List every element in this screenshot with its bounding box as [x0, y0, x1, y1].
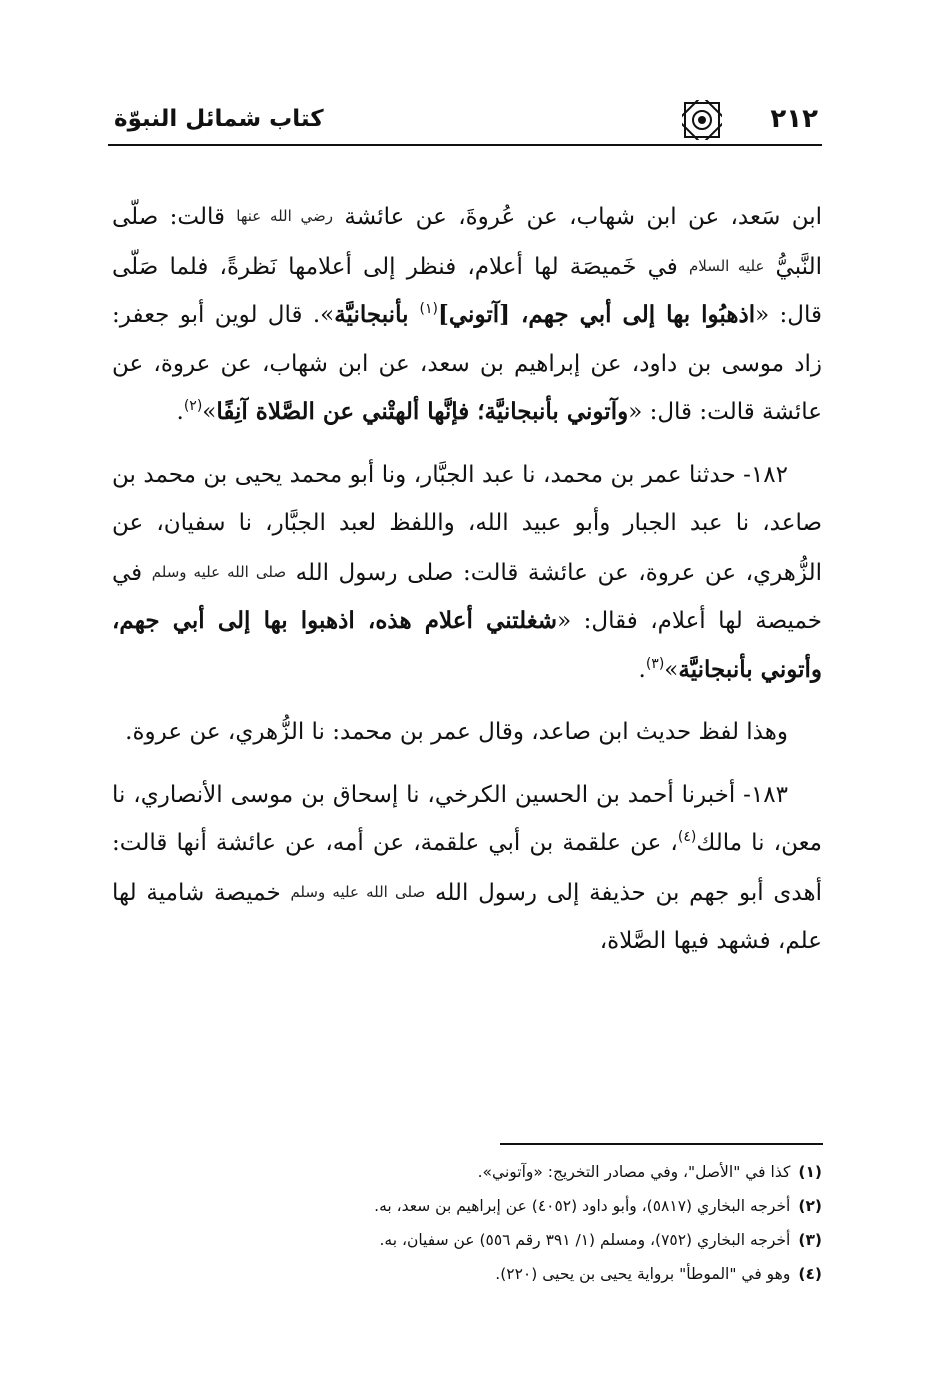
text-run: في خَميصَة لها أعلام، فنظر إلى أعلامها نَظرةً، فلما صَلّى قال: « — [112, 253, 822, 328]
footnote-item — [112, 1223, 822, 1257]
footnote-text: أخرجه البخاري (٥٨١٧)، وأبو داود (٤٠٥٢) عن إبراهيم بن سعد، به. — [374, 1197, 791, 1215]
page-header — [108, 96, 822, 150]
text-run: ». قال لوين أبو جعفر: زاد موسى بن داود، عن إبراهيم بن سعد، عن ابن شهاب، عن عروة، عن عائشة قالت: قال: « — [112, 302, 822, 425]
commentary-paragraph: وهذا لفظ حديث ابن صاعد، وقال عمر بن محمد: نا الزُّهري، عن عروة. — [125, 719, 788, 745]
text-run: ١٨٢- حدثنا عمر بن محمد، نا عبد الجبَّار، ونا أبو محمد يحيى بن محمد بن صاعد، نا عبد الجبار وأبو عبيد الله، واللفظ لعبد الجبَّار، نا سفيان، عن الزُّهري، عن عروة، عن عائشة قالت: صلى رسول الله — [112, 461, 823, 586]
text-run: ، عن علقمة بن أبي علقمة، عن أمه، عن عائشة أنها قالت: أهدى أبو جهم بن حذيفة إلى رسول الله — [112, 830, 823, 906]
text-run: . — [176, 399, 184, 425]
footnote-rule — [500, 1143, 823, 1145]
hadith-quote: وآتوني بأنبجانيَّة؛ فإنَّها ألهتْني عن الصَّلاة آنِفًا — [216, 398, 629, 425]
book-title: كتاب شمائل النبوّة — [114, 106, 324, 132]
footnote-ref: (٤) — [677, 829, 697, 845]
hadith-quote: بأنبجانيَّة — [334, 301, 420, 328]
footnote-ref: (٢) — [183, 398, 203, 414]
footnote-number: (٢) — [798, 1197, 822, 1215]
page-number: ٢١٢ — [770, 104, 818, 134]
footnote-item — [112, 1257, 822, 1291]
hadith-quote: شغلتني أعلام هذه، اذهبوا بها إلى أبي جهم، وأتوني بأنبجانيَّة — [112, 607, 822, 683]
paragraph-continuation — [112, 192, 822, 437]
honorific-glyph: رضي الله عنها — [236, 207, 334, 225]
header-rule — [108, 144, 822, 146]
text-run: ١٨٣- أخبرنا أحمد بن الحسين الكرخي، نا إسحاق بن موسى الأنصاري، نا معن، نا مالك — [112, 781, 822, 856]
footnote-number: (٣) — [798, 1231, 822, 1249]
text-run: خميصة شامية لها علم، فشهد فيها الصَّلاة، — [112, 879, 822, 954]
honorific-glyph: عليه السلام — [688, 256, 765, 275]
hadith-182 — [112, 451, 822, 695]
footnote-text: أخرجه البخاري (٧٥٢)، ومسلم (١/ ٣٩١ رقم ٥٥٦) عن سفيان، به. — [379, 1231, 791, 1249]
footnote-number: (١) — [798, 1163, 822, 1181]
main-text — [112, 192, 822, 966]
footnote-ref: (١) — [419, 301, 438, 317]
footnote-text: كذا في "الأصل"، وفي مصادر التخريج: «وآتوني». — [477, 1163, 791, 1181]
octagonal-star-ornament-icon — [682, 100, 722, 140]
hadith-quote: اذهبُوا بها إلى أبي جهم، [آتوني] — [437, 301, 756, 328]
text-run: قالت: صلّى النَّبيُّ — [112, 204, 822, 280]
text-run: . — [638, 656, 646, 683]
text-run: » — [202, 399, 217, 425]
footnotes — [112, 1155, 822, 1291]
text-run: » — [664, 656, 679, 683]
text-run: في خميصة لها أعلام، فقال: « — [112, 559, 823, 634]
text-run: ابن سَعد، عن ابن شهاب، عن عُروةَ، عن عائشة — [333, 204, 822, 230]
honorific-glyph: صلى الله عليه وسلم — [290, 882, 426, 901]
footnote-item — [112, 1155, 822, 1189]
footnote-text: وهو في "الموطأ" برواية يحيى بن يحيى (٢٢٠). — [495, 1265, 791, 1283]
footnote-item — [112, 1189, 822, 1223]
hadith-183 — [112, 771, 822, 966]
footnote-number: (٤) — [798, 1265, 822, 1283]
honorific-glyph: صلى الله عليه وسلم — [151, 562, 287, 581]
footnote-ref: (٣) — [645, 655, 665, 672]
